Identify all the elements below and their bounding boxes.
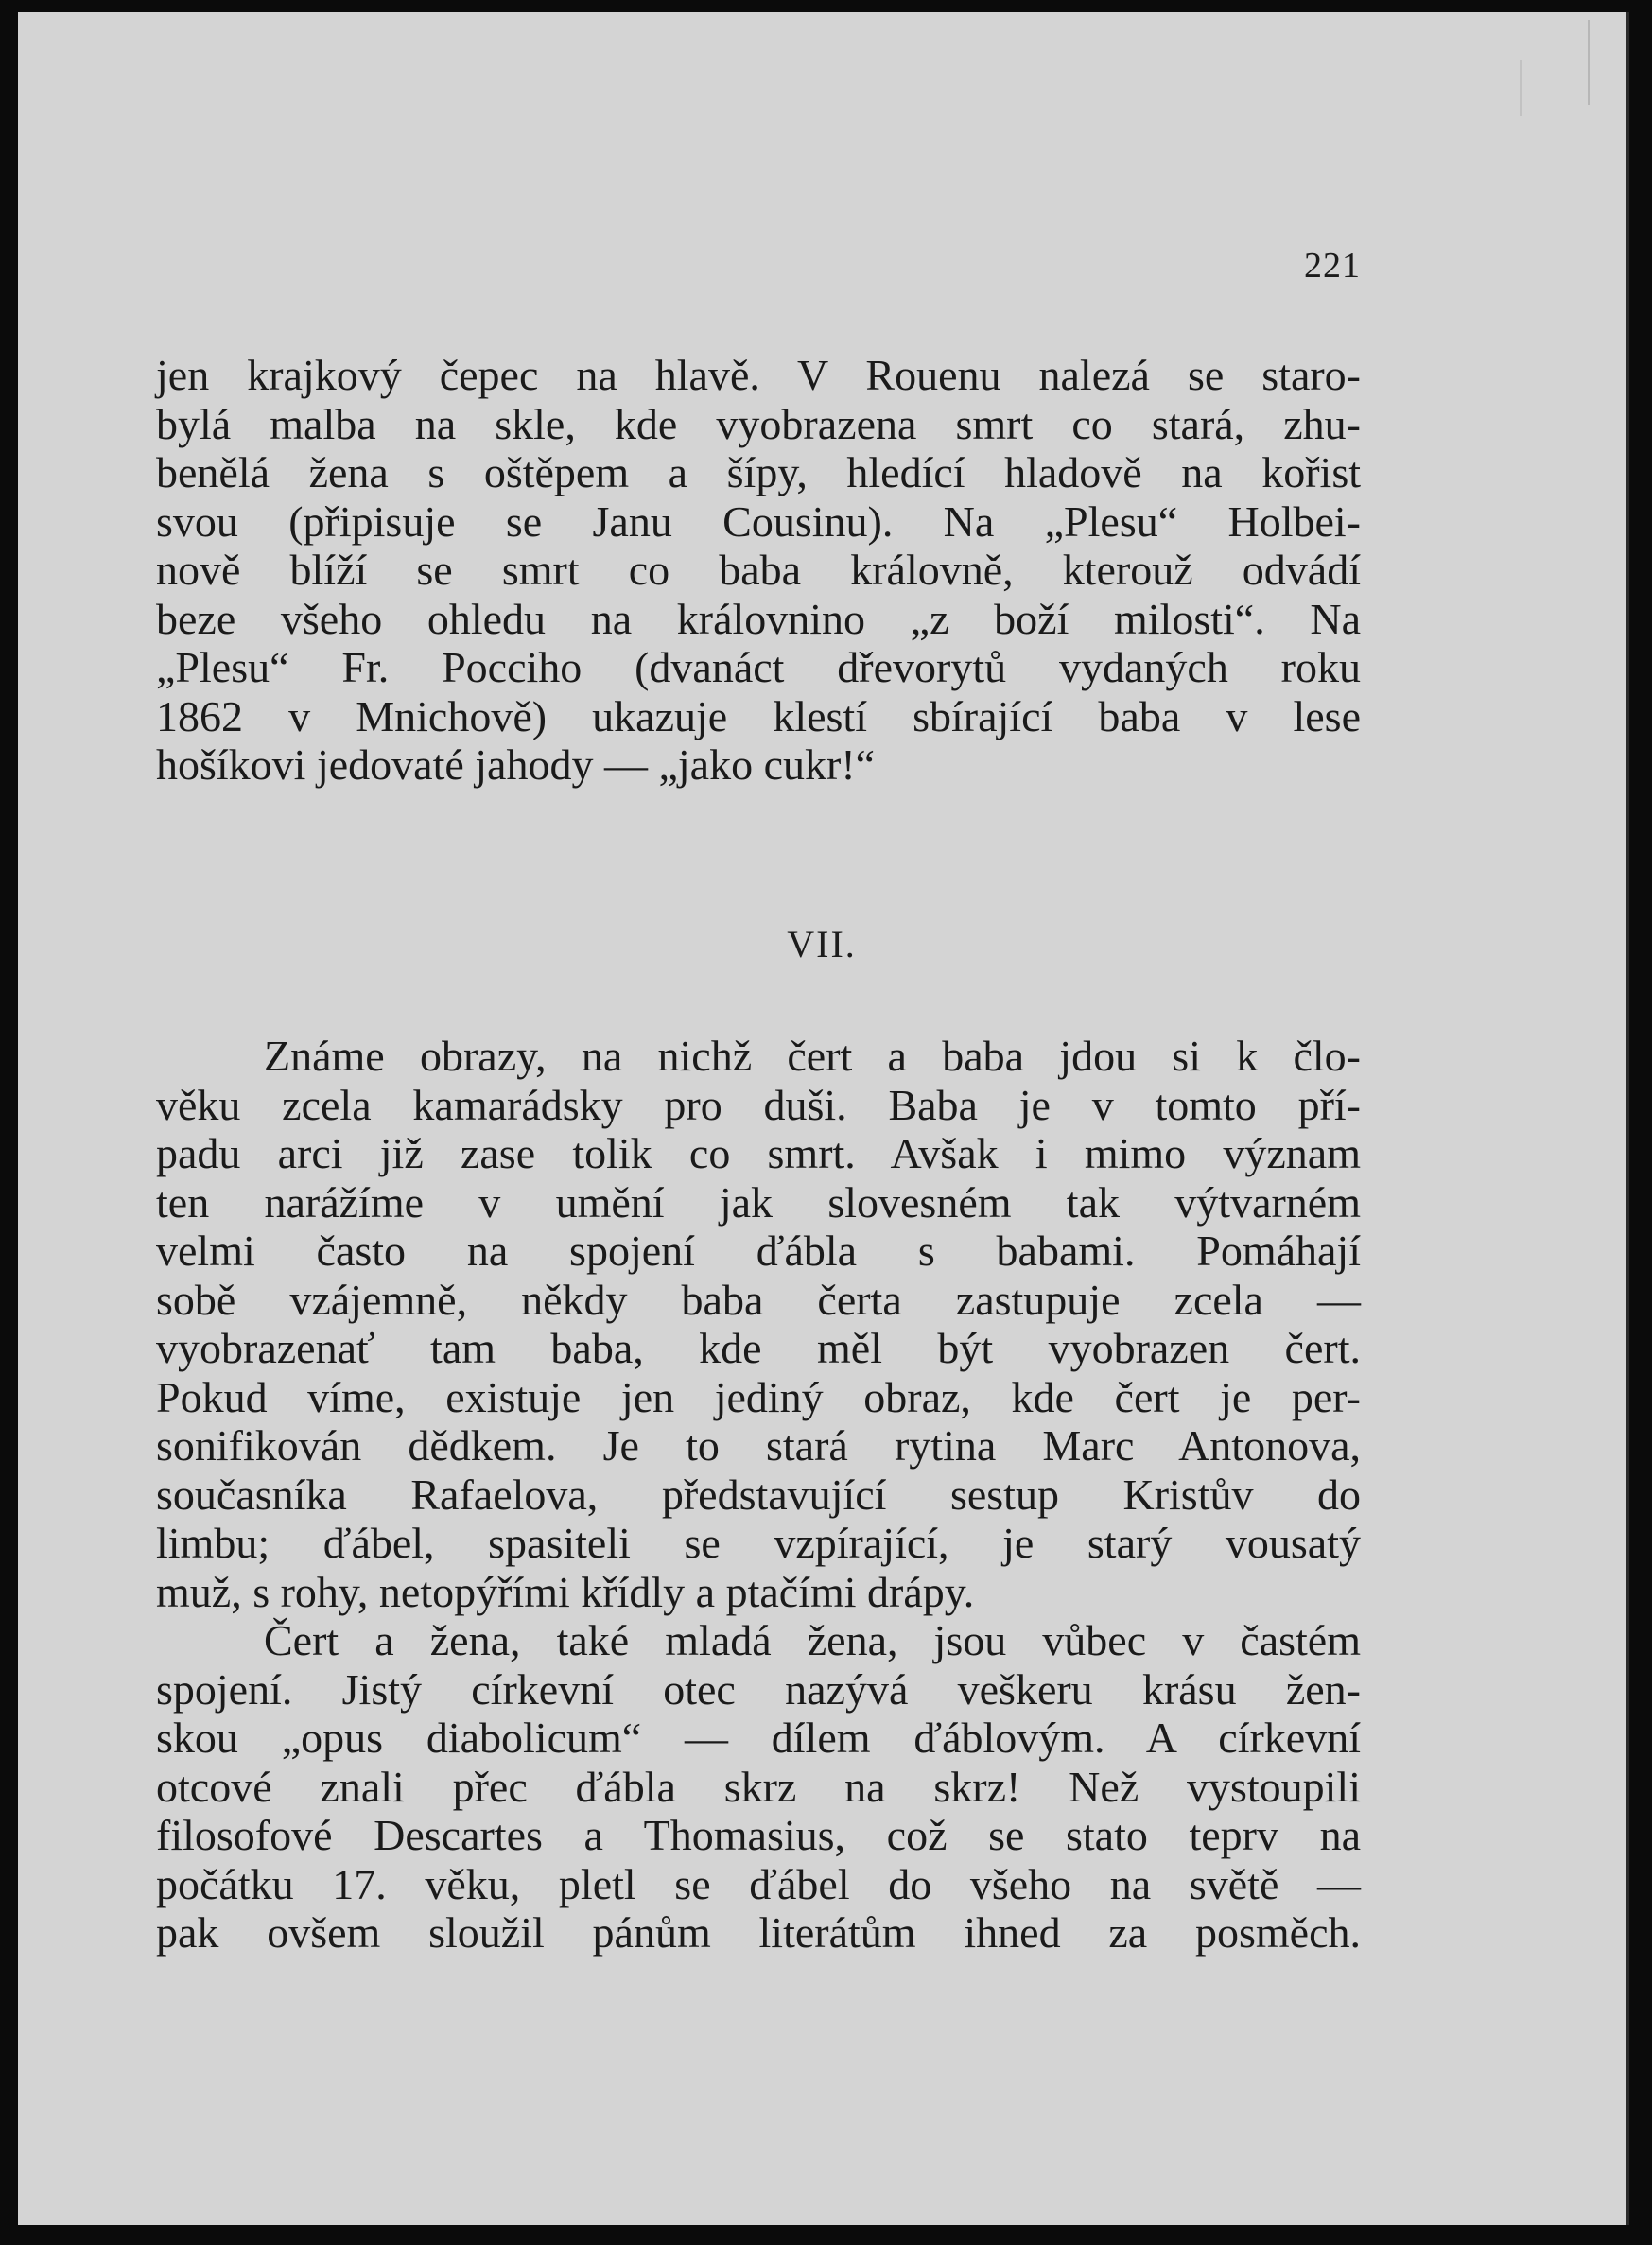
page-number: 221: [1304, 246, 1361, 286]
scan-artifact: [1588, 20, 1590, 105]
paragraph-1: [156, 351, 1361, 790]
text-line: 1862 v Mnichově) ukazuje klestí sbírající baba v lese: [156, 691, 1361, 740]
text-line: vyobrazenať tam baba, kde měl být vyobrazen čert.: [156, 1324, 1361, 1372]
text-line: jen krajkový čepec na hlavě. V Rouenu nalezá se staro-: [156, 351, 1361, 399]
text-line: velmi často na spojení ďábla s babami. Pomáhají: [156, 1227, 1361, 1275]
text-line: otcové znali přec ďábla skrz na skrz! Než vystoupili: [156, 1762, 1361, 1811]
text-line: nově blíží se smrt co baba královně, kterouž odvádí: [156, 546, 1361, 594]
section-heading: VII.: [787, 923, 857, 966]
text-line: sobě vzájemně, někdy baba čerta zastupuje zcela —: [156, 1275, 1361, 1324]
text-line: filosofové Descartes a Thomasius, což se stato teprv na: [156, 1811, 1361, 1859]
book-page: [18, 12, 1629, 2225]
text-line: Známe obrazy, na nichž čert a baba jdou si k člo-: [264, 1032, 1361, 1080]
text-line: hošíkovi jedovaté jahody — „jako cukr!“: [156, 740, 876, 789]
text-line: Čert a žena, také mladá žena, jsou vůbec v častém: [264, 1616, 1361, 1664]
text-line: skou „opus diabolicum“ — dílem ďáblovým. A církevní: [156, 1714, 1361, 1762]
text-line: limbu; ďábel, spasiteli se vzpírající, je starý vousatý: [156, 1519, 1361, 1567]
text-line: muž, s rohy, netopýřími křídly a ptačími drápy.: [156, 1567, 975, 1616]
text-line: „Plesu“ Fr. Pocciho (dvanáct dřevorytů vydaných roku: [156, 643, 1361, 691]
text-line: pak ovšem sloužil pánům literátům ihned za posměch.: [156, 1908, 1361, 1957]
scan-artifact: [1520, 60, 1522, 116]
paragraph-2: [156, 1032, 1361, 1958]
text-line: bylá malba na skle, kde vyobrazena smrt co stará, zhu-: [156, 399, 1361, 448]
text-line: Pokud víme, existuje jen jediný obraz, kde čert je per-: [156, 1372, 1361, 1421]
text-line: sonifikován dědkem. Je to stará rytina Marc Antonova,: [156, 1421, 1361, 1470]
text-line: beze všeho ohledu na královnino „z boží milosti“. Na: [156, 594, 1361, 643]
text-line: současníka Rafaelova, představující sestup Kristův do: [156, 1470, 1361, 1519]
text-line: svou (připisuje se Janu Cousinu). Na „Plesu“ Holbei-: [156, 496, 1361, 546]
text-line: spojení. Jistý církevní otec nazývá veškeru krásu žen-: [156, 1664, 1361, 1714]
text-line: ten narážíme v umění jak slovesném tak výtvarném: [156, 1177, 1361, 1227]
text-line: benělá žena s oštěpem a šípy, hledící hladově na kořist: [156, 448, 1361, 496]
text-line: věku zcela kamarádsky pro duši. Baba je v tomto pří-: [156, 1080, 1361, 1129]
text-line: počátku 17. věku, pletl se ďábel do všeho na světě —: [156, 1859, 1361, 1908]
text-line: padu arci již zase tolik co smrt. Avšak i mimo význam: [156, 1129, 1361, 1177]
